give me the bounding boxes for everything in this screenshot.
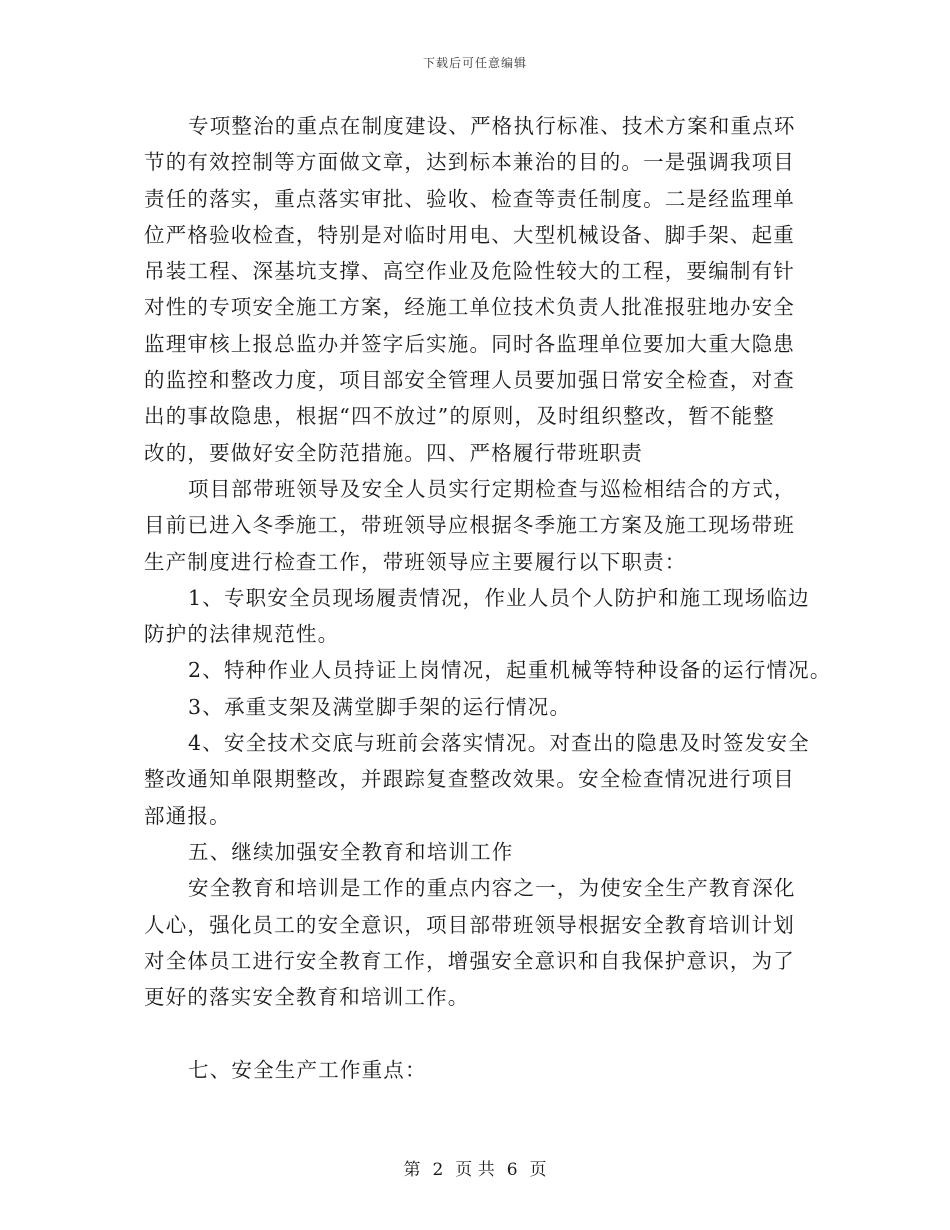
text-line: 更好的落实安全教育和培训工作。 (144, 985, 470, 1010)
text-line: 位严格验收检查，特别是对临时用电、大型机械设备、脚手架、起重 (144, 222, 795, 247)
header-note: 下载后可任意编辑 (422, 56, 527, 70)
text-line: 1、专职安全员现场履责情况，作业人员个人防护和施工现场临边 (188, 585, 810, 610)
text-line: 安全教育和培训是工作的重点内容之一，为使安全生产教育深化 (188, 876, 796, 901)
text-line: 部通报。 (144, 803, 231, 828)
text-line: 2、特种作业人员持证上岗情况，起重机械等特种设备的运行情况。 (188, 658, 832, 683)
text-line: 改的，要做好安全防范措施。四、严格履行带班职责 (144, 440, 644, 465)
text-line: 节的有效控制等方面做文章，达到标本兼治的目的。一是强调我项目 (144, 150, 795, 175)
text-line: 4、安全技术交底与班前会落实情况。对查出的隐患及时签发安全 (188, 731, 810, 756)
text-line: 监理审核上报总监办并签字后实施。同时各监理单位要加大重大隐患 (144, 331, 795, 356)
text-line: 专项整治的重点在制度建设、严格执行标准、技术方案和重点环 (188, 114, 796, 138)
section-heading: 七、安全生产工作重点： (188, 1057, 427, 1082)
blank-line (144, 1015, 824, 1051)
current-page-number: 2 (432, 1160, 444, 1180)
page-footer (0, 1155, 950, 1180)
footer-mid: 页 共 (455, 1160, 495, 1180)
text-line: 人心，强化员工的安全意识，项目部带班领导根据安全教育培训计划 (144, 912, 795, 937)
text-line: 生产制度进行检查工作，带班领导应主要履行以下职责： (144, 549, 687, 574)
document-body (144, 108, 832, 1088)
text-line: 出的事故隐患，根据“四不放过”的原则，及时组织整改，暂不能整 (144, 404, 775, 429)
footer-suffix: 页 (529, 1160, 547, 1180)
text-line: 3、承重支架及满堂脚手架的运行情况。 (188, 694, 572, 719)
text-line: 整改通知单限期整改，并跟踪复查整改效果。安全检查情况进行项目 (144, 767, 795, 792)
text-line: 的监控和整改力度，项目部安全管理人员要加强日常安全检查，对查 (144, 368, 795, 393)
text-line: 吊装工程、深基坑支撑、高空作业及危险性较大的工程，要编制有针 (144, 259, 795, 284)
text-line: 防护的法律规范性。 (144, 622, 340, 647)
total-pages-number: 6 (506, 1160, 518, 1180)
text-line: 项目部带班领导及安全人员实行定期检查与巡检相结合的方式， (188, 476, 796, 501)
text-line: 责任的落实，重点落实审批、验收、检查等责任制度。二是经监理单 (144, 186, 795, 211)
section-heading: 五、继续加强安全教育和培训工作 (188, 839, 514, 864)
text-line: 目前已进入冬季施工，带班领导应根据冬季施工方案及施工现场带班 (144, 513, 795, 538)
footer-prefix: 第 (403, 1160, 421, 1180)
text-line: 对全体员工进行安全教育工作，增强安全意识和自我保护意识，为了 (144, 948, 795, 973)
text-line: 对性的专项安全施工方案，经施工单位技术负责人批准报驻地办安全 (144, 295, 795, 320)
